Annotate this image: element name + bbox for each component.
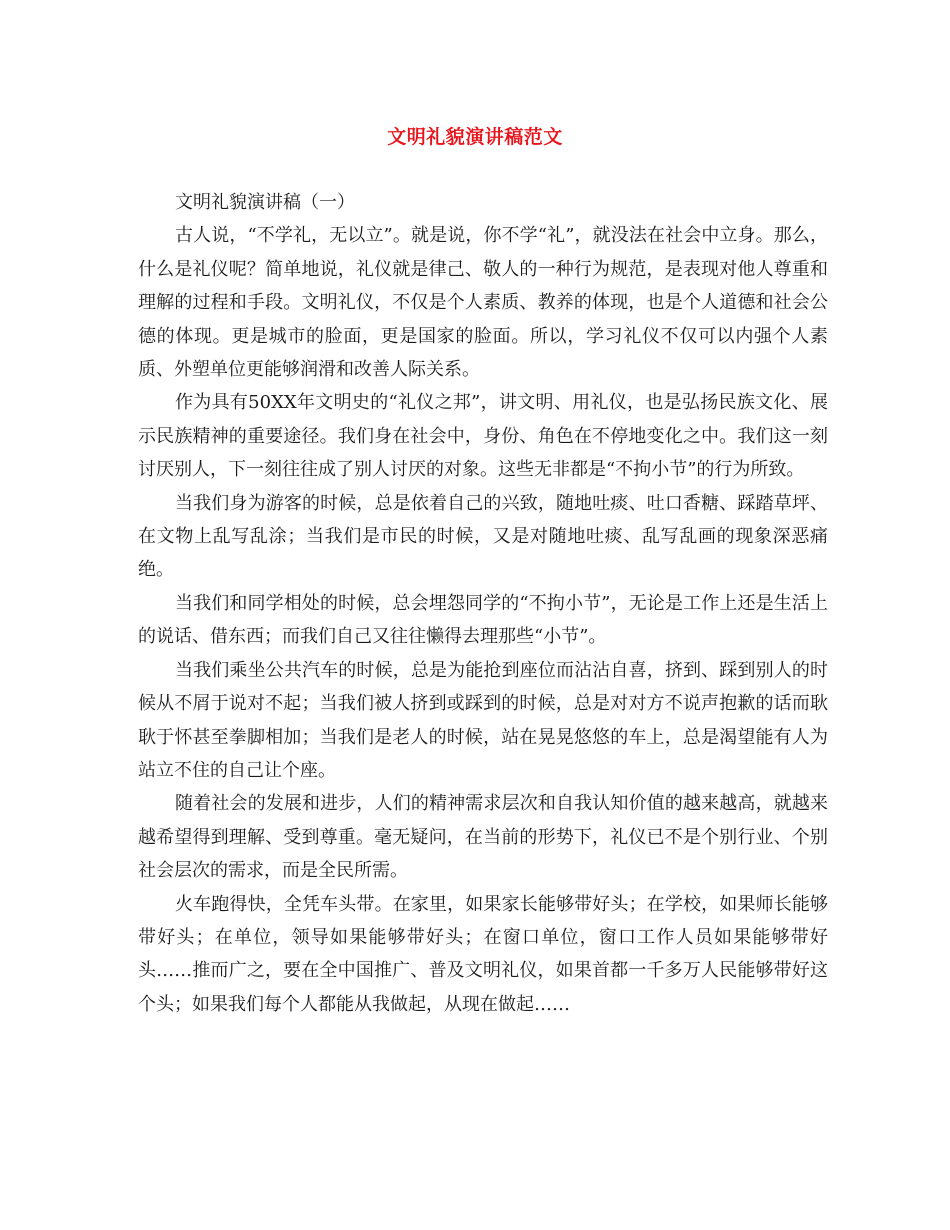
document-title: 文明礼貌演讲稿范文	[387, 126, 563, 148]
paragraph: 随着社会的发展和进步，人们的精神需求层次和自我认知价值的越来越高，就越来越希望得到理解、受到尊重。毫无疑问，在当前的形势下，礼仪已不是个别行业、个别社会层次的需求，而是全民所需。	[138, 793, 828, 882]
document-body	[138, 186, 828, 1021]
paragraph: 火车跑得快，全凭车头带。在家里，如果家长能够带好头；在学校，如果师长能够带好头；在单位，领导如果能够带好头；在窗口单位，窗口工作人员如果能够带好头……推而广之，要在全中国推广、普及文明礼仪，如果首都一千多万人民能够带好这个头；如果我们每个人都能从我做起，从现在做起……	[138, 893, 828, 1015]
paragraph: 当我们和同学相处的时候，总会埋怨同学的“不拘小节”，无论是工作上还是生活上的说话、借东西；而我们自己又往往懒得去理那些“小节”。	[138, 592, 828, 648]
paragraph: 古人说，“不学礼，无以立”。就是说，你不学“礼”，就没法在社会中立身。那么，什么是礼仪呢？简单地说，礼仪就是律己、敬人的一种行为规范，是表现对他人尊重和理解的过程和手段。文明礼仪，不仅是个人素质、教养的体现，也是个人道德和社会公德的体现。更是城市的脸面，更是国家的脸面。所以，学习礼仪不仅可以内强个人素质、外塑单位更能够润滑和改善人际关系。	[138, 225, 828, 381]
paragraph: 当我们乘坐公共汽车的时候，总是为能抢到座位而沾沾自喜，挤到、踩到别人的时候从不屑于说对不起；当我们被人挤到或踩到的时候，总是对对方不说声抱歉的话而耿耿于怀甚至拳脚相加；当我们是老人的时候，站在晃晃悠悠的车上，总是渴望能有人为站立不住的自己让个座。	[138, 659, 828, 781]
paragraph: 作为具有50XX年文明史的“礼仪之邦”，讲文明、用礼仪，也是弘扬民族文化、展示民族精神的重要途径。我们身在社会中，身份、角色在不停地变化之中。我们这一刻讨厌别人，下一刻往往成了别人讨厌的对象。这些无非都是“不拘小节”的行为所致。	[138, 392, 828, 481]
paragraph: 当我们身为游客的时候，总是依着自己的兴致，随地吐痰、吐口香糖、踩踏草坪、在文物上乱写乱涂；当我们是市民的时候，又是对随地吐痰、乱写乱画的现象深恶痛绝。	[138, 492, 828, 581]
section-heading: 文明礼貌演讲稿（一）	[175, 192, 355, 213]
